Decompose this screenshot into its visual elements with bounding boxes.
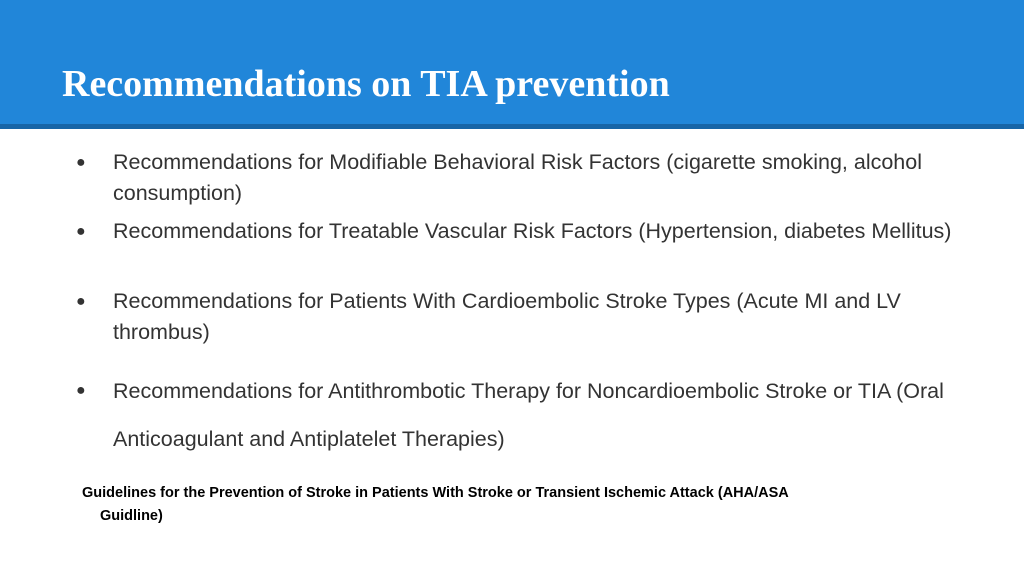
bullet-item: [76, 286, 976, 348]
bullet-dot-icon: ●: [76, 154, 86, 171]
bullet-text: Recommendations for Treatable Vascular Risk Factors (Hypertension, diabetes Mellitus): [113, 219, 952, 243]
title-bar-divider: [0, 124, 1024, 129]
slide-title: Recommendations on TIA prevention: [62, 63, 670, 105]
bullet-item: [76, 147, 976, 209]
citation-line-2: Guidline): [100, 508, 163, 524]
bullet-dot-icon: ●: [76, 382, 86, 399]
bullet-dot-icon: ●: [76, 293, 86, 310]
bullet-item: [76, 367, 976, 463]
bullet-text: Recommendations for Antithrombotic Therapy for Noncardioembolic Stroke or TIA (Oral Anticoagulant and Antiplatelet Therapies): [113, 379, 944, 451]
citation-line-1: Guidelines for the Prevention of Stroke in Patients With Stroke or Transient Ischemic Attack (AHA/ASA: [82, 485, 789, 501]
bullet-dot-icon: ●: [76, 223, 86, 240]
bullet-item: [76, 216, 976, 247]
bullet-text: Recommendations for Patients With Cardioembolic Stroke Types (Acute MI and LV thrombus): [113, 289, 901, 344]
guideline-citation: [82, 482, 932, 528]
bullet-text: Recommendations for Modifiable Behavioral Risk Factors (cigarette smoking, alcohol consumption): [113, 150, 922, 205]
title-bar: [0, 0, 1024, 124]
